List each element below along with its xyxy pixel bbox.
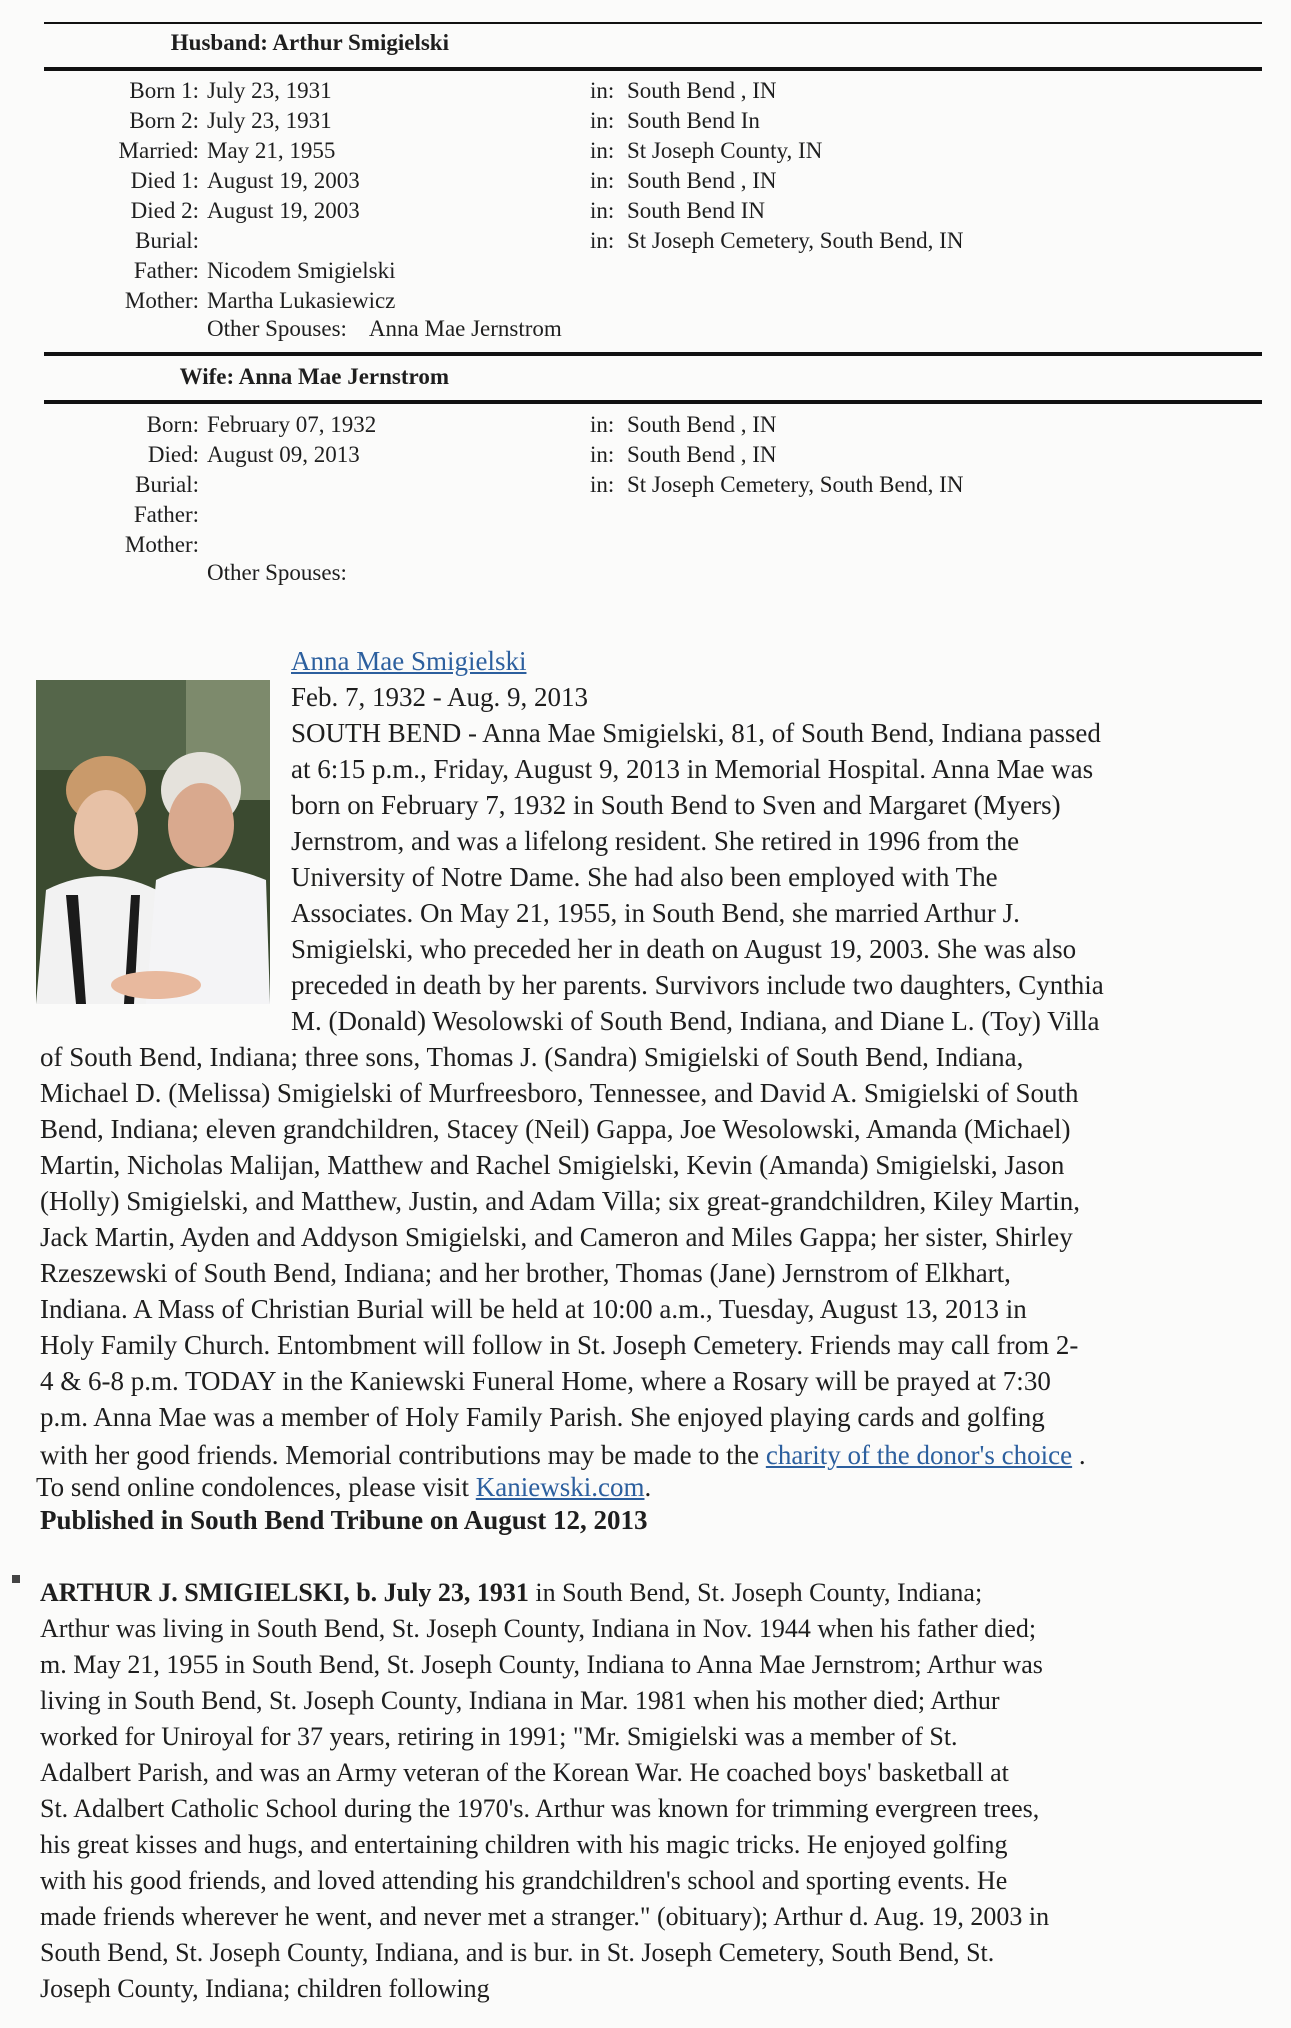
- memorial-prefix: with her good friends. Memorial contributions may be made to the: [40, 1440, 766, 1470]
- field-value: August 19, 2003: [207, 198, 360, 223]
- field-value: Nicodem Smigielski: [207, 258, 396, 283]
- wife-header: [44, 364, 449, 390]
- arthur-bio-line: made friends wherever he went, and never met a stranger." (obituary); Arthur d. Aug. 19, 2003 in: [40, 1902, 1050, 1931]
- obituary-line: Jack Martin, Ayden and Addyson Smigielski, and Cameron and Miles Gappa; her sister, Shirley: [40, 1222, 1073, 1252]
- husband-field-row: [0, 226, 1291, 256]
- published-note: Published in South Bend Tribune on August 12, 2013: [40, 1505, 648, 1535]
- arthur-bio-first-rest: in South Bend, St. Joseph County, Indiana;: [528, 1578, 983, 1607]
- wife-other-spouses: [207, 560, 369, 586]
- field-in: in:: [590, 78, 615, 103]
- field-in: in:: [590, 108, 615, 133]
- obituary-line: Indiana. A Mass of Christian Burial will be held at 10:00 a.m., Tuesday, August 13, 2013 in: [40, 1294, 1027, 1324]
- obituary-line: Rzeszewski of South Bend, Indiana; and her brother, Thomas (Jane) Jernstrom of Elkhart,: [40, 1258, 1011, 1288]
- obituary-line: 4 & 6-8 p.m. TODAY in the Kaniewski Funeral Home, where a Rosary will be prayed at 7:30: [40, 1366, 1051, 1396]
- arthur-bio-line: Joseph County, Indiana; children following: [40, 1974, 490, 2003]
- wife-field-row: [0, 470, 1291, 500]
- arthur-bio-line: South Bend, St. Joseph County, Indiana, and is bur. in St. Joseph Cemetery, South Bend, St.: [40, 1938, 995, 1967]
- husband-field-row: [0, 286, 1291, 316]
- obituary-title-link[interactable]: Anna Mae Smigielski: [291, 646, 527, 676]
- couple-photo: [36, 680, 270, 1004]
- condolence-suffix: .: [644, 1472, 652, 1502]
- field-value: Martha Lukasiewicz: [207, 288, 396, 313]
- other-spouses-label: Other Spouses:: [207, 316, 347, 341]
- obituary-line: born on February 7, 1932 in South Bend to Sven and Margaret (Myers): [291, 790, 1061, 820]
- field-in: in:: [590, 412, 615, 437]
- arthur-bio-lead: ARTHUR J. SMIGIELSKI, b. July 23, 1931: [40, 1578, 529, 1607]
- field-label: Mother:: [124, 532, 199, 557]
- memorial-suffix: .: [1072, 1440, 1086, 1470]
- arthur-bio-line: his great kisses and hugs, and entertaining children with his magic tricks. He enjoyed golfing: [40, 1830, 1008, 1859]
- field-label: Died 1:: [130, 168, 199, 193]
- field-value: May 21, 1955: [207, 138, 336, 163]
- field-in: in:: [590, 138, 615, 163]
- wife-field-row: [0, 410, 1291, 440]
- obituary-line: Jernstrom, and was a lifelong resident. She retired in 1996 from the: [291, 826, 1020, 856]
- husband-field-row: [0, 256, 1291, 286]
- bullet-mark: [12, 1575, 20, 1583]
- obituary-line: of South Bend, Indiana; three sons, Thomas J. (Sandra) Smigielski of South Bend, Indiana,: [40, 1042, 1024, 1072]
- husband-field-row: [0, 166, 1291, 196]
- field-label: Mother:: [124, 288, 199, 313]
- other-spouses-label: Other Spouses:: [207, 560, 347, 585]
- wife-top-rule: [44, 352, 1262, 356]
- condolence-line: [36, 1472, 651, 1503]
- arthur-bio-line: living in South Bend, St. Joseph County, Indiana in Mar. 1981 when his mother died; Arthur: [40, 1686, 1000, 1715]
- field-place: St Joseph Cemetery, South Bend, IN: [627, 228, 964, 253]
- field-label: Burial:: [135, 472, 199, 497]
- husband-field-row: [0, 196, 1291, 226]
- wife-field-row: [0, 440, 1291, 470]
- field-place: South Bend , IN: [627, 78, 777, 103]
- field-place: South Bend In: [627, 108, 760, 133]
- field-value: July 23, 1931: [207, 78, 332, 103]
- husband-field-row: [0, 136, 1291, 166]
- condolence-prefix: To send online condolences, please visit: [36, 1472, 476, 1502]
- arthur-bio-line: with his good friends, and loved attending his grandchildren's school and sporting events. He: [40, 1866, 1008, 1895]
- obituary-dates: Feb. 7, 1932 - Aug. 9, 2013: [291, 682, 588, 712]
- field-place: St Joseph County, IN: [627, 138, 823, 163]
- obituary-line: M. (Donald) Wesolowski of South Bend, Indiana, and Diane L. (Toy) Villa: [291, 1006, 1100, 1036]
- husband-header-rule: [44, 67, 1262, 71]
- arthur-bio-line: worked for Uniroyal for 37 years, retiring in 1991; "Mr. Smigielski was a member of St.: [40, 1722, 958, 1751]
- field-label: Born:: [146, 412, 199, 437]
- husband-field-row: [0, 106, 1291, 136]
- field-value: February 07, 1932: [207, 412, 377, 437]
- husband-field-row: [0, 76, 1291, 106]
- field-value: July 23, 1931: [207, 108, 332, 133]
- field-place: South Bend , IN: [627, 412, 777, 437]
- wife-name: Anna Mae Jernstrom: [238, 364, 449, 389]
- husband-header: [44, 30, 449, 56]
- obituary-line: Smigielski, who preceded her in death on August 19, 2003. She was also: [291, 934, 1077, 964]
- husband-name: Arthur Smigielski: [272, 30, 449, 55]
- field-place: South Bend IN: [627, 198, 765, 223]
- kaniewski-link[interactable]: Kaniewski.com: [475, 1472, 645, 1502]
- obituary-line: at 6:15 p.m., Friday, August 9, 2013 in Memorial Hospital. Anna Mae was: [291, 754, 1094, 784]
- charity-link[interactable]: charity of the donor's choice: [765, 1440, 1073, 1470]
- field-label: Died:: [147, 442, 199, 467]
- husband-header-label: Husband:: [170, 30, 268, 55]
- field-label: Married:: [118, 138, 199, 163]
- field-label: Father:: [133, 502, 199, 527]
- obituary-line: preceded in death by her parents. Survivors include two daughters, Cynthia: [291, 970, 1104, 1000]
- obituary-line: Michael D. (Melissa) Smigielski of Murfreesboro, Tennessee, and David A. Smigielski of South: [40, 1078, 1079, 1108]
- wife-field-row: [0, 530, 1291, 560]
- field-in: in:: [590, 472, 615, 497]
- wife-field-row: [0, 500, 1291, 530]
- obituary-line: Holy Family Church. Entombment will follow in St. Joseph Cemetery. Friends may call from 2-: [40, 1330, 1079, 1360]
- arthur-bio-line: St. Adalbert Catholic School during the 1970's. Arthur was known for trimming evergreen trees,: [40, 1794, 1040, 1823]
- field-label: Born 2:: [129, 108, 199, 133]
- top-rule: [44, 22, 1262, 24]
- arthur-bio-first-line: [40, 1578, 982, 1608]
- obituary-line: (Holly) Smigielski, and Matthew, Justin, and Adam Villa; six great-grandchildren, Kiley Martin,: [40, 1186, 1080, 1216]
- obituary-line: Martin, Nicholas Malijan, Matthew and Rachel Smigielski, Kevin (Amanda) Smigielski, Jason: [40, 1150, 1065, 1180]
- husband-other-spouses: [207, 316, 562, 342]
- field-value: August 09, 2013: [207, 442, 360, 467]
- field-in: in:: [590, 168, 615, 193]
- couple-photo-image: [36, 680, 270, 1004]
- other-spouses-value: Anna Mae Jernstrom: [368, 316, 562, 341]
- field-place: South Bend , IN: [627, 168, 777, 193]
- arthur-bio-line: m. May 21, 1955 in South Bend, St. Joseph County, Indiana to Anna Mae Jernstrom; Arthur was: [40, 1650, 1043, 1679]
- field-place: South Bend , IN: [627, 442, 777, 467]
- field-place: St Joseph Cemetery, South Bend, IN: [627, 472, 964, 497]
- wife-header-rule: [44, 400, 1262, 404]
- field-label: Died 2:: [130, 198, 199, 223]
- arthur-bio-line: Adalbert Parish, and was an Army veteran of the Korean War. He coached boys' basketball at: [40, 1758, 1009, 1787]
- field-label: Father:: [133, 258, 199, 283]
- field-in: in:: [590, 228, 615, 253]
- obituary-line: p.m. Anna Mae was a member of Holy Family Parish. She enjoyed playing cards and golfing: [40, 1402, 1045, 1432]
- obituary-line: SOUTH BEND - Anna Mae Smigielski, 81, of South Bend, Indiana passed: [291, 718, 1101, 748]
- field-label: Born 1:: [129, 78, 199, 103]
- field-value: August 19, 2003: [207, 168, 360, 193]
- wife-header-label: Wife:: [179, 364, 235, 389]
- field-label: Burial:: [135, 228, 199, 253]
- obituary-line: Associates. On May 21, 1955, in South Bend, she married Arthur J.: [291, 898, 1020, 928]
- arthur-bio-line: Arthur was living in South Bend, St. Joseph County, Indiana in Nov. 1944 when his father died;: [40, 1614, 1037, 1643]
- obituary-line: University of Notre Dame. She had also been employed with The: [291, 862, 998, 892]
- field-in: in:: [590, 198, 615, 223]
- memorial-line: [40, 1440, 1086, 1471]
- field-in: in:: [590, 442, 615, 467]
- obituary-line: Bend, Indiana; eleven grandchildren, Stacey (Neil) Gappa, Joe Wesolowski, Amanda (Michael): [40, 1114, 1071, 1144]
